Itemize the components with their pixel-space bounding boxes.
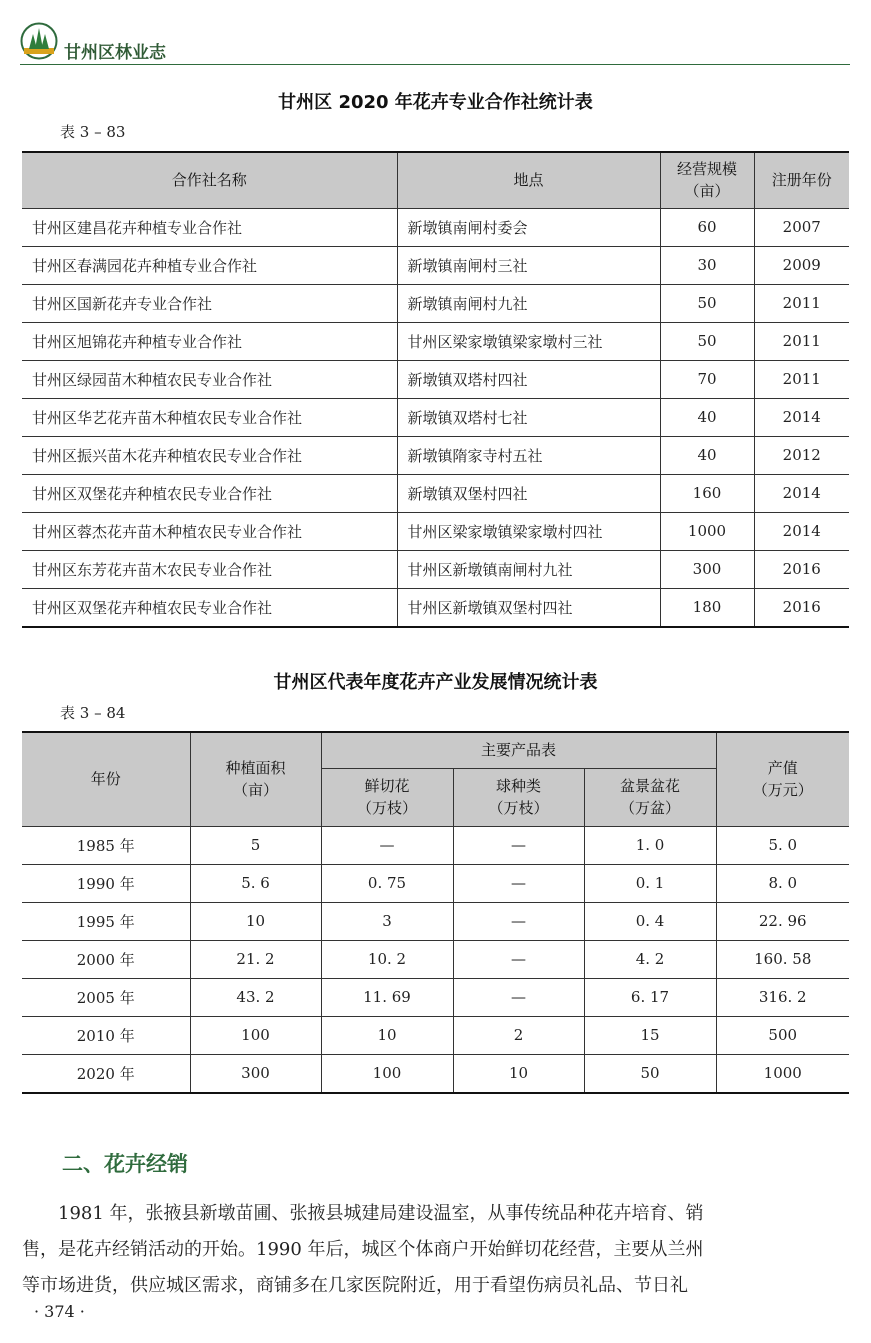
col-header-products: 主要产品表: [321, 732, 716, 768]
cell-pot: 0. 4: [584, 902, 716, 940]
table-row: [22, 398, 849, 436]
table-row: [22, 902, 849, 940]
cell-year: 2016: [754, 550, 849, 588]
cell-year: 2005 年: [22, 978, 190, 1016]
cell-year: 2014: [754, 398, 849, 436]
cell-location: 甘州区新墩镇双堡村四社: [397, 588, 660, 627]
col-header-value-unit: （万元）: [752, 781, 813, 800]
cell-year: 1995 年: [22, 902, 190, 940]
cell-bulb: —: [453, 902, 584, 940]
cell-cut: —: [321, 826, 453, 864]
cell-location: 新墩镇隋家寺村五社: [397, 436, 660, 474]
cell-area: 10: [190, 902, 321, 940]
paragraph-line: 1981 年，张掖县新墩苗圃、张掖县城建局建设温室，从事传统品种花卉培育、销: [22, 1203, 704, 1224]
cell-location: 新墩镇南闸村三社: [397, 246, 660, 284]
table-row: [22, 864, 849, 902]
paragraph-line: 售，是花卉经销活动的开始。1990 年后，城区个体商户开始鲜切花经营，主要从兰州: [22, 1239, 704, 1260]
cell-name: 甘州区振兴苗木花卉种植农民专业合作社: [22, 436, 397, 474]
cell-year: 2012: [754, 436, 849, 474]
table-row: [22, 474, 849, 512]
cell-scale: 300: [660, 550, 754, 588]
cell-scale: 50: [660, 322, 754, 360]
table-row: [22, 1016, 849, 1054]
cell-location: 新墩镇双堡村四社: [397, 474, 660, 512]
page-header: [20, 18, 850, 65]
cell-location: 新墩镇南闸村九社: [397, 284, 660, 322]
cell-scale: 1000: [660, 512, 754, 550]
col-header-bulb: [453, 768, 584, 826]
cooperatives-table: [22, 151, 849, 628]
col-header-year: 年份: [22, 732, 190, 826]
cell-name: 甘州区东芳花卉苗木农民专业合作社: [22, 550, 397, 588]
cell-scale: 40: [660, 398, 754, 436]
table2-number: 表 3 – 84: [60, 704, 126, 722]
cell-location: 甘州区梁家墩镇梁家墩村三社: [397, 322, 660, 360]
table1-number: 表 3 – 83: [60, 123, 126, 141]
cell-name: 甘州区蓉杰花卉苗木种植农民专业合作社: [22, 512, 397, 550]
cell-pot: 50: [584, 1054, 716, 1093]
cell-year: 2014: [754, 512, 849, 550]
col-header-cut-label: 鲜切花: [364, 776, 410, 795]
col-header-area: [190, 732, 321, 826]
cell-value: 1000: [716, 1054, 849, 1093]
cell-name: 甘州区建昌花卉种植专业合作社: [22, 208, 397, 246]
col-header-bulb-label: 球种类: [495, 776, 541, 795]
cell-scale: 160: [660, 474, 754, 512]
col-header-name: 合作社名称: [22, 152, 397, 208]
cell-value: 5. 0: [716, 826, 849, 864]
table-row: [22, 1054, 849, 1093]
col-header-value: [716, 732, 849, 826]
table-row: [22, 550, 849, 588]
cell-bulb: 2: [453, 1016, 584, 1054]
col-header-pot: [584, 768, 716, 826]
col-header-area-unit: （亩）: [232, 781, 278, 800]
cell-cut: 11. 69: [321, 978, 453, 1016]
cell-year: 2009: [754, 246, 849, 284]
paragraph-line: 等市场进货，供应城区需求，商铺多在几家医院附近，用于看望伤病员礼品、节日礼: [22, 1275, 688, 1296]
cell-scale: 40: [660, 436, 754, 474]
cell-name: 甘州区绿园苗木种植农民专业合作社: [22, 360, 397, 398]
cell-value: 160. 58: [716, 940, 849, 978]
cell-location: 新墩镇南闸村委会: [397, 208, 660, 246]
cell-name: 甘州区双堡花卉种植农民专业合作社: [22, 474, 397, 512]
cell-name: 甘州区国新花卉专业合作社: [22, 284, 397, 322]
cell-year: 2000 年: [22, 940, 190, 978]
cell-year: 1990 年: [22, 864, 190, 902]
cell-year: 2014: [754, 474, 849, 512]
cell-pot: 4. 2: [584, 940, 716, 978]
cell-cut: 100: [321, 1054, 453, 1093]
cell-cut: 0. 75: [321, 864, 453, 902]
book-title: 甘州区林业志: [64, 43, 166, 63]
cell-area: 5: [190, 826, 321, 864]
cell-pot: 0. 1: [584, 864, 716, 902]
table1-title: 甘州区 2020 年花卉专业合作社统计表: [278, 92, 593, 113]
col-header-bulb-unit: （万枝）: [488, 799, 549, 817]
cell-location: 甘州区梁家墩镇梁家墩村四社: [397, 512, 660, 550]
table-row: [22, 826, 849, 864]
table-row: [22, 588, 849, 627]
cell-year: 2016: [754, 588, 849, 627]
cell-area: 300: [190, 1054, 321, 1093]
table-row: [22, 322, 849, 360]
col-header-cut-unit: （万枝）: [356, 799, 417, 817]
cell-pot: 1. 0: [584, 826, 716, 864]
cell-area: 100: [190, 1016, 321, 1054]
cell-name: 甘州区华艺花卉苗木种植农民专业合作社: [22, 398, 397, 436]
cell-bulb: —: [453, 978, 584, 1016]
cell-value: 500: [716, 1016, 849, 1054]
cell-scale: 70: [660, 360, 754, 398]
cell-cut: 10. 2: [321, 940, 453, 978]
cell-location: 新墩镇双塔村四社: [397, 360, 660, 398]
table-row: [22, 436, 849, 474]
cell-value: 22. 96: [716, 902, 849, 940]
cell-pot: 6. 17: [584, 978, 716, 1016]
table-row: [22, 246, 849, 284]
cell-year: 2011: [754, 360, 849, 398]
cell-location: 新墩镇双塔村七社: [397, 398, 660, 436]
cell-scale: 60: [660, 208, 754, 246]
body-paragraph: [22, 1196, 849, 1304]
col-header-area-label: 种植面积: [225, 758, 286, 777]
col-header-value-label: 产值: [767, 758, 798, 777]
flower-industry-table: [22, 731, 849, 1094]
cell-scale: 180: [660, 588, 754, 627]
cell-year: 2010 年: [22, 1016, 190, 1054]
cell-year: 2007: [754, 208, 849, 246]
table-row: [22, 284, 849, 322]
cell-scale: 30: [660, 246, 754, 284]
table-row: [22, 978, 849, 1016]
cell-name: 甘州区旭锦花卉种植专业合作社: [22, 322, 397, 360]
cell-year: 2020 年: [22, 1054, 190, 1093]
cell-year: 1985 年: [22, 826, 190, 864]
cell-year: 2011: [754, 284, 849, 322]
forest-logo-icon: [20, 22, 58, 60]
table-row: [22, 940, 849, 978]
table-row: [22, 208, 849, 246]
cell-cut: 3: [321, 902, 453, 940]
cell-value: 8. 0: [716, 864, 849, 902]
cell-area: 5. 6: [190, 864, 321, 902]
col-header-scale: [660, 152, 754, 208]
cell-pot: 15: [584, 1016, 716, 1054]
cell-year: 2011: [754, 322, 849, 360]
col-header-cut: [321, 768, 453, 826]
col-header-location: 地点: [397, 152, 660, 208]
table-row: [22, 360, 849, 398]
cell-bulb: —: [453, 826, 584, 864]
cell-name: 甘州区双堡花卉种植农民专业合作社: [22, 588, 397, 627]
cell-bulb: —: [453, 864, 584, 902]
cell-cut: 10: [321, 1016, 453, 1054]
cell-value: 316. 2: [716, 978, 849, 1016]
col-header-pot-unit: （万盆）: [619, 799, 680, 817]
cell-bulb: —: [453, 940, 584, 978]
cell-location: 甘州区新墩镇南闸村九社: [397, 550, 660, 588]
col-header-pot-label: 盆景盆花: [619, 776, 680, 795]
section-heading: 二、花卉经销: [62, 1152, 188, 1176]
col-header-year: 注册年份: [754, 152, 849, 208]
cell-name: 甘州区春满园花卉种植专业合作社: [22, 246, 397, 284]
cell-area: 21. 2: [190, 940, 321, 978]
table-row: [22, 512, 849, 550]
col-header-scale-label: 经营规模: [676, 159, 737, 178]
cell-scale: 50: [660, 284, 754, 322]
table2-title: 甘州区代表年度花卉产业发展情况统计表: [273, 672, 598, 693]
cell-area: 43. 2: [190, 978, 321, 1016]
col-header-scale-unit: （亩）: [684, 182, 730, 201]
cell-bulb: 10: [453, 1054, 584, 1093]
page-number: · 374 ·: [34, 1302, 85, 1321]
